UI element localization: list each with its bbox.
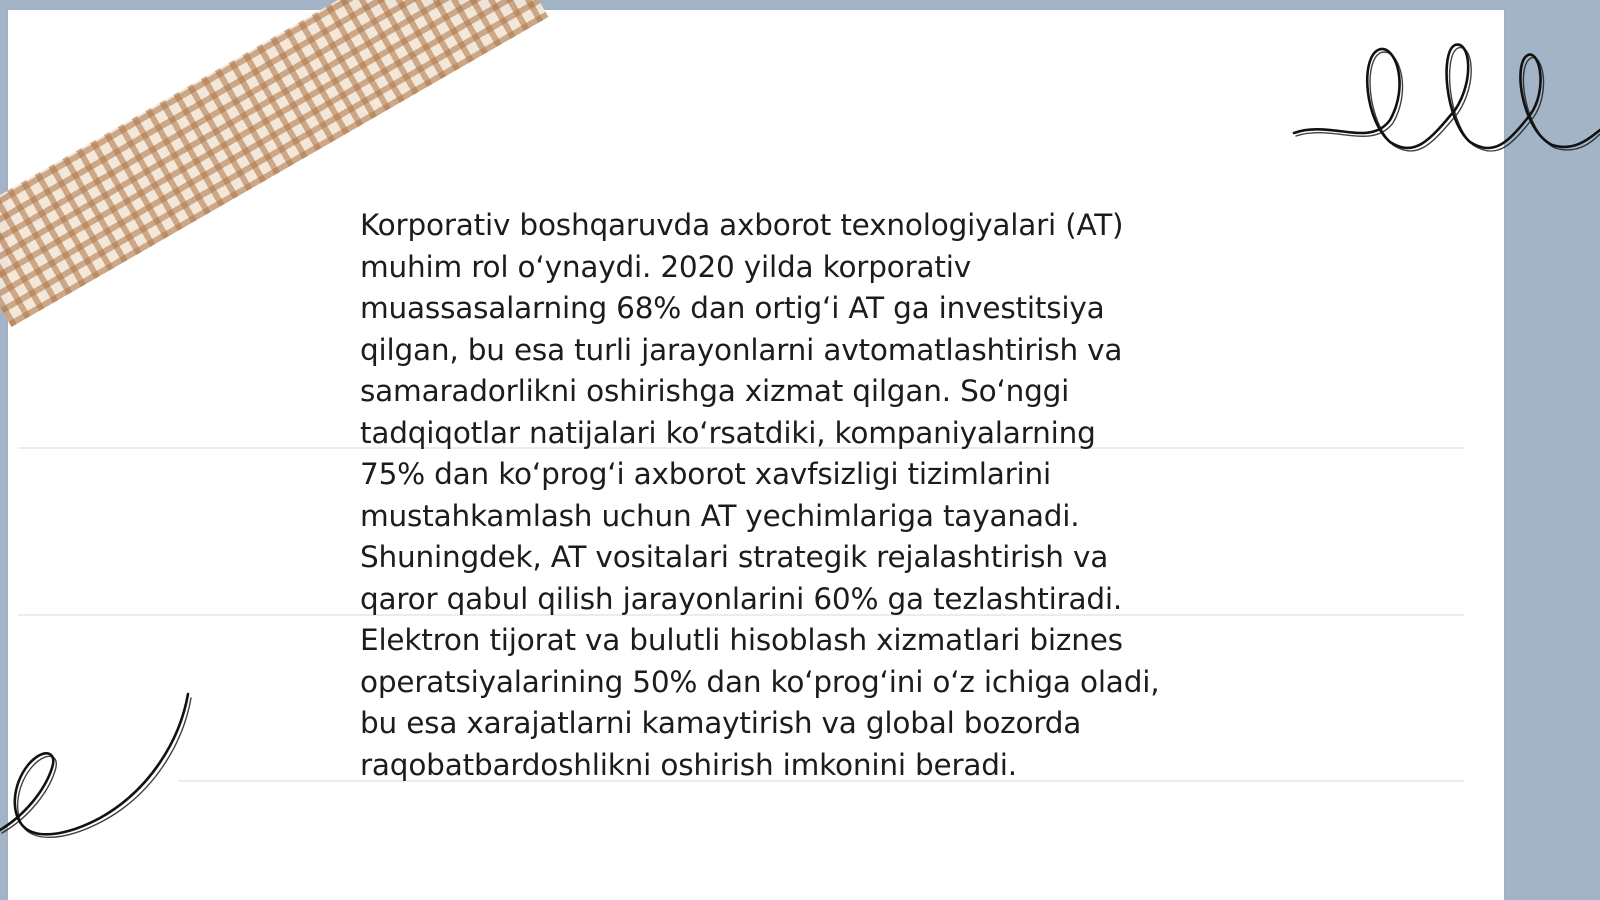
paragraph-line: muhim rol o‘ynaydi. 2020 yilda korporativ [360,249,972,284]
paragraph-line: bu esa xarajatlarni kamaytirish va global bozorda [360,706,1082,740]
paragraph-line: samaradorlikni oshirishga xizmat qilgan. So‘nggi [360,374,1070,408]
paragraph-line: mustahkamlash uchun AT yechimlariga tayanadi. [360,498,1080,533]
paragraph-line: raqobatbardoshlikni oshirish imkonini beradi. [360,747,1017,782]
paragraph-line: qilgan, bu esa turli jarayonlarni avtomatlashtirish va [360,332,1123,367]
paragraph-line: Elektron tijorat va bulutli hisoblash xizmatlari biznes [360,623,1123,657]
paragraph-line: muassasalarning 68% dan ortig‘i AT ga investitsiya [360,291,1105,325]
paragraph-line: qaror qabul qilish jarayonlarini 60% ga tezlashtiradi. [360,581,1123,616]
paragraph-line: operatsiyalarining 50% dan ko‘prog‘ini o‘z ichiga oladi, [360,664,1160,699]
swirl-scribble-icon [0,690,200,850]
loop-scribble-icon [1290,30,1600,170]
paragraph-line: Korporativ boshqaruvda axborot texnologiyalari (AT) [360,208,1124,242]
paragraph-line: 75% dan ko‘prog‘i axborot xavfsizligi tizimlarini [360,457,1051,491]
paragraph-line: tadqiqotlar natijalari ko‘rsatdiki, kompaniyalarning [360,415,1096,450]
paragraph-line: Shuningdek, AT vositalari strategik rejalashtirish va [360,540,1109,574]
body-paragraph [360,205,1260,786]
